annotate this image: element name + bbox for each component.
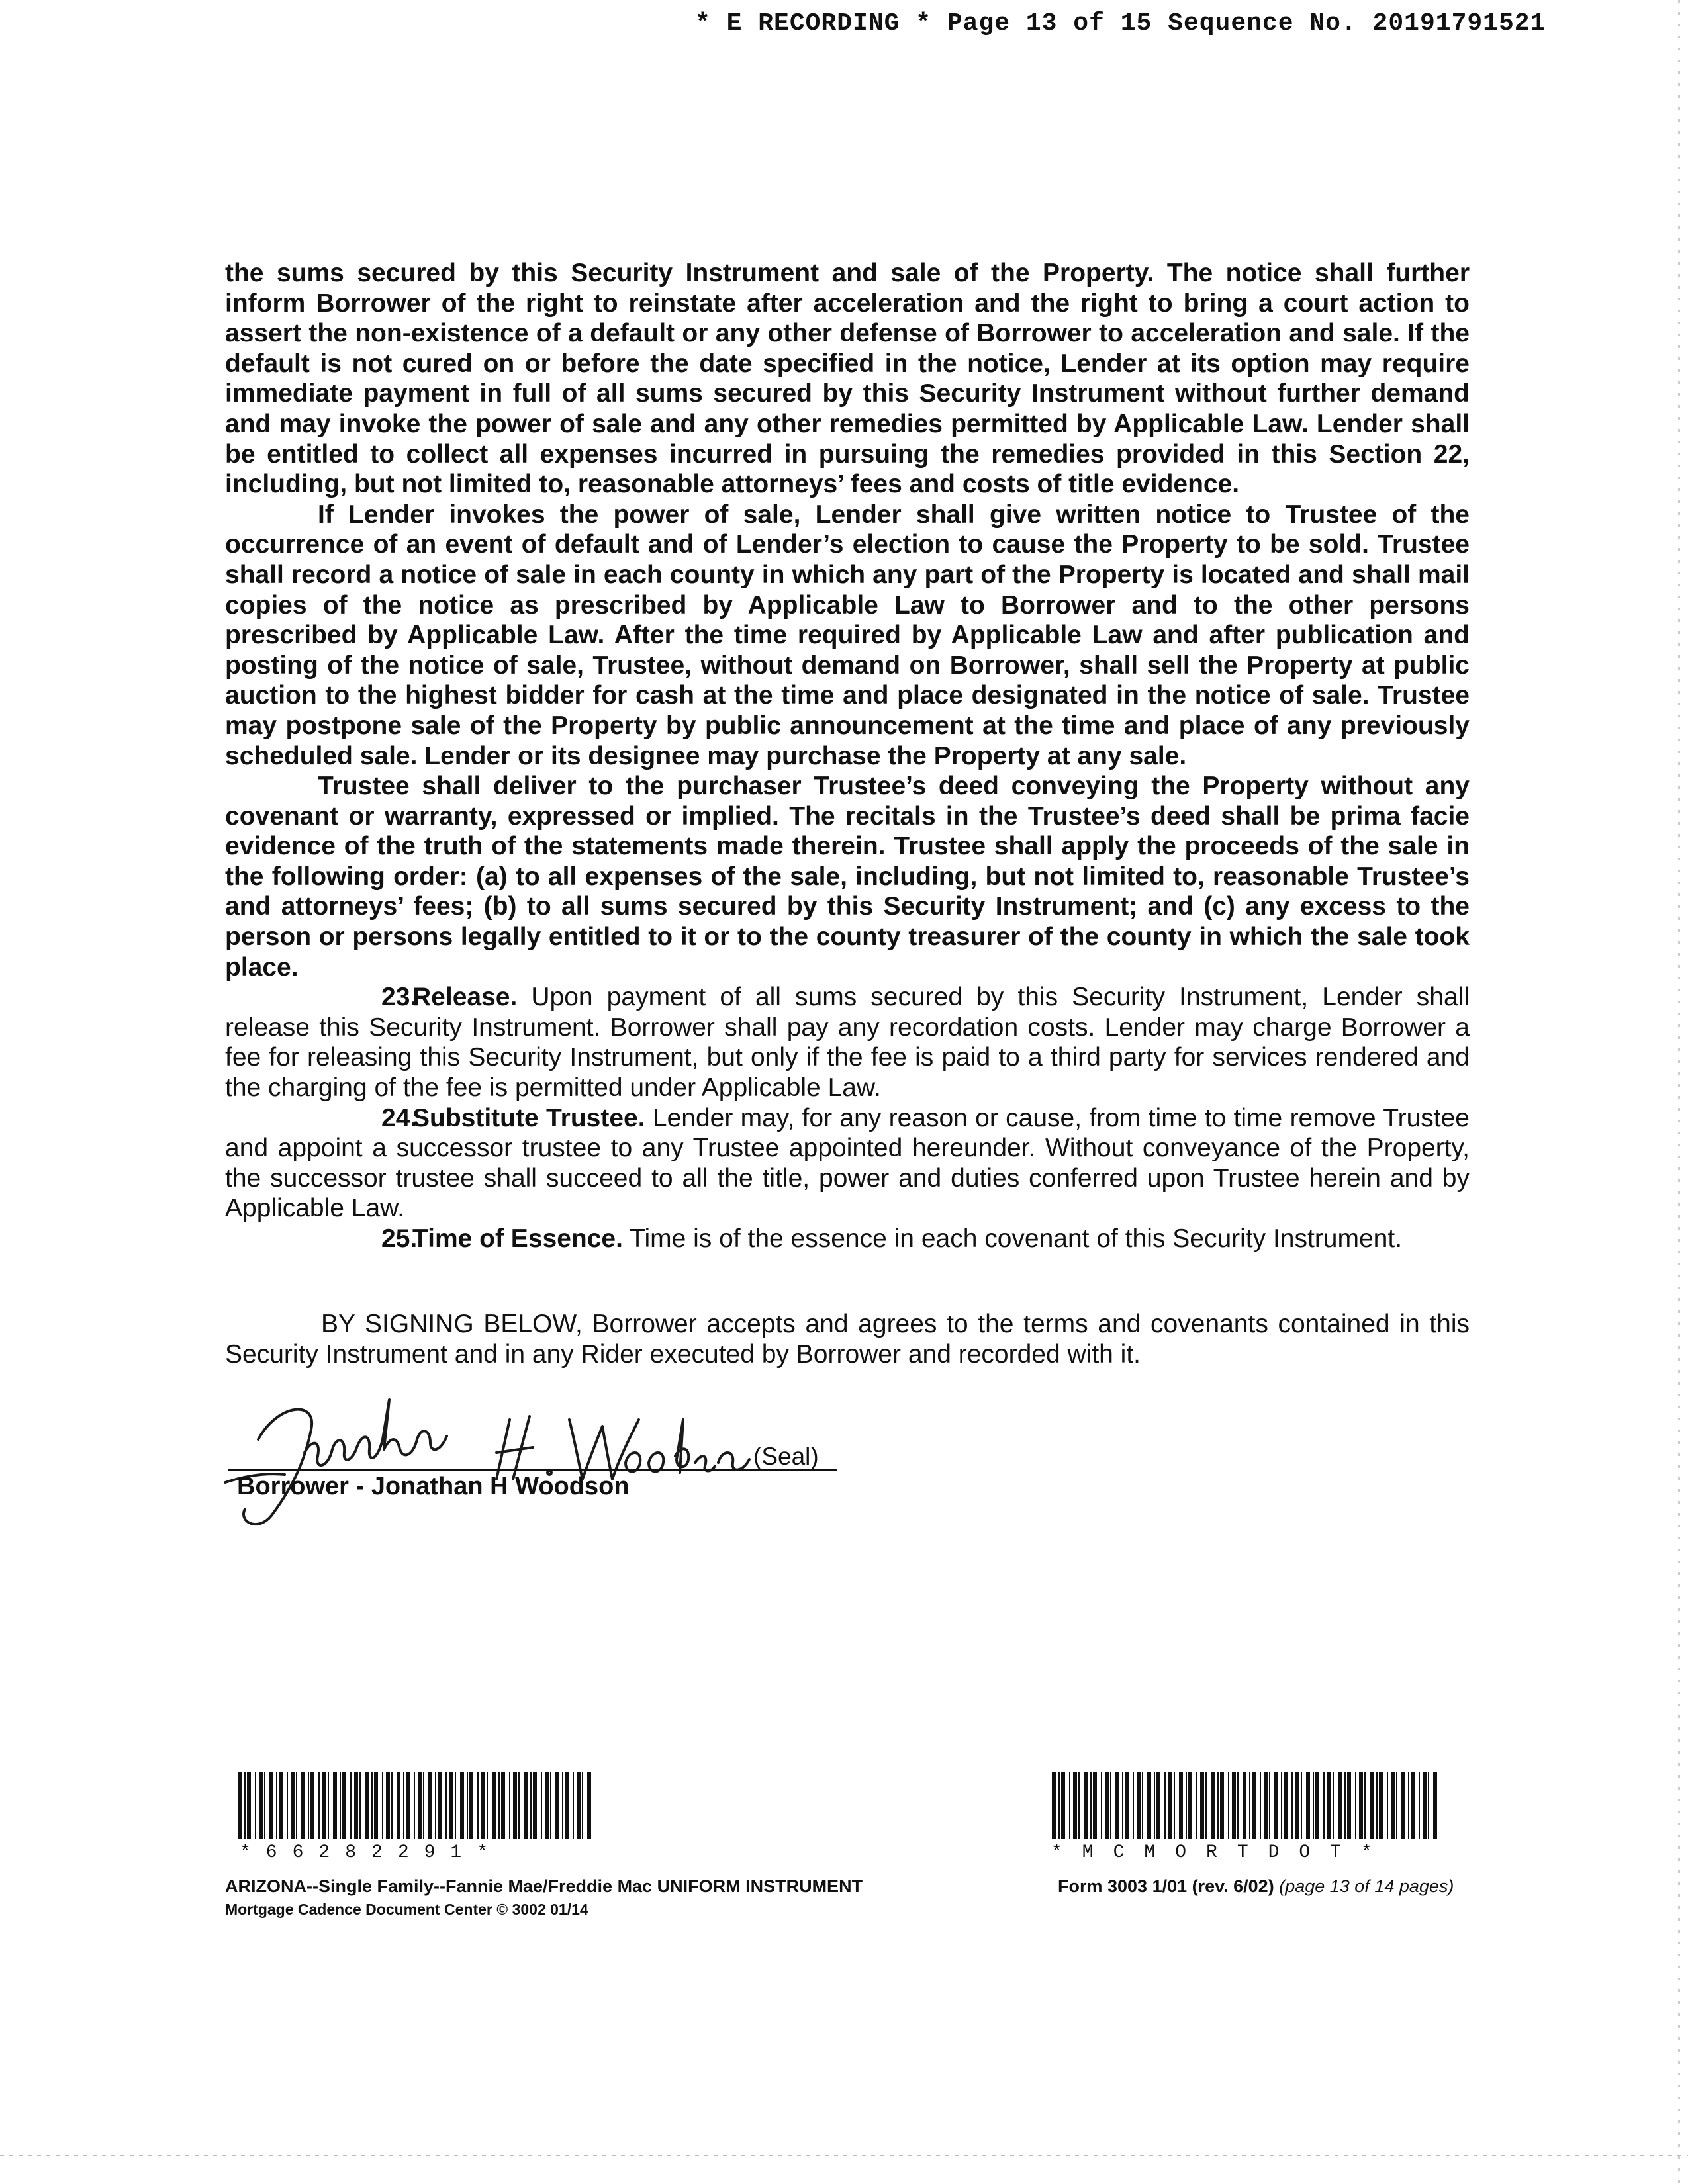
barcode-bar — [1401, 1772, 1405, 1839]
borrower-name-label: Borrower - Jonathan H Woodson — [237, 1473, 630, 1500]
barcode-bar — [1376, 1772, 1378, 1839]
barcode-bar — [1137, 1772, 1141, 1839]
barcode-bar — [1069, 1772, 1070, 1839]
barcode-bar — [1188, 1772, 1192, 1839]
barcode-bar — [1301, 1772, 1302, 1839]
barcode-bar — [518, 1772, 520, 1839]
barcode-bar — [487, 1772, 488, 1839]
barcode-left — [235, 1772, 592, 1839]
barcode-bar — [1205, 1772, 1207, 1839]
barcode-bar — [371, 1772, 373, 1839]
barcode-bar — [374, 1772, 378, 1839]
recording-header: * E RECORDING * Page 13 of 15 Sequence No. 20191791521 — [695, 9, 1546, 38]
barcode-bar — [1243, 1772, 1246, 1839]
barcode-bar — [391, 1772, 393, 1839]
barcode-bar — [1313, 1772, 1314, 1839]
barcode-bar — [1249, 1772, 1250, 1839]
barcode-bar — [562, 1772, 563, 1839]
barcode-bar — [269, 1772, 273, 1839]
barcode-bar — [1274, 1772, 1278, 1839]
signing-statement — [225, 1309, 1470, 1370]
section-text: Lender may, for any reason or cause, from time to time remove Trustee and appoint a successor trustee to any Trustee appointed hereunder. Without conveyance of the Property, the successor trustee shall succeed to all the title, power and duties conferred upon Trustee herein and by Applicable Law. — [225, 1103, 1470, 1223]
section-24 — [225, 1103, 1470, 1224]
barcode-bar — [1260, 1772, 1261, 1839]
section-number: 23. — [381, 983, 418, 1012]
barcode-bar — [1133, 1772, 1134, 1839]
form-title: ARIZONA--Single Family--Fannie Mae/Freddie Mac UNIFORM INSTRUMENT — [225, 1876, 863, 1896]
barcode-bar — [1101, 1772, 1102, 1839]
barcode-bar — [573, 1772, 574, 1839]
barcode-bar — [1220, 1772, 1224, 1839]
paragraph-power-of-sale: If Lender invokes the power of sale, Lender shall give written notice to Trustee of the occurrence of an event of default and of Lender’s election to cause the Property to be sold. Trustee shall record a notice of sale in each county in which any part of the Property is located and shall mail copies of the notice as prescribed by Applicable Law to Borrower and to the other persons prescribed by Applicable Law. After the time required by Applicable Law and after publication and posting of the notice of sale, Trustee, without demand on Borrower, shall sell the Property at public auction to the highest bidder for cash at the time and place designated in the notice of sale. Trustee may postpone sale of the Property by public announcement at the time and place of any previously scheduled sale. Lender or its designee may purchase the Property at any sale. — [225, 500, 1470, 770]
barcode-bar — [1379, 1772, 1383, 1839]
barcode-bar — [1396, 1772, 1397, 1839]
form-number — [1058, 1876, 1454, 1897]
barcode-bar — [1370, 1772, 1374, 1839]
barcode-bar — [340, 1772, 341, 1839]
barcode-bar — [1359, 1772, 1363, 1839]
barcode-right-caption: *MCMORTDOT* — [1051, 1843, 1392, 1863]
section-text: Upon payment of all sums secured by this Security Instrument, Lender shall release this Security Instrument. Borrower shall pay any recordation costs. Lender may charge Borrower a fee for releasing this Security Instrument, but only if the fee is paid to a third party for services rendered and the charging of the fee is permitted under Applicable Law. — [225, 983, 1470, 1103]
barcode-bar — [259, 1772, 263, 1839]
barcode-bar — [545, 1772, 549, 1839]
barcode-bar — [1306, 1772, 1310, 1839]
barcode-bar — [469, 1772, 473, 1839]
barcode-bar — [524, 1772, 528, 1839]
barcode-bar — [1147, 1772, 1151, 1839]
barcode-bar — [445, 1772, 447, 1839]
barcode-bar — [428, 1772, 432, 1839]
barcode-bar — [1344, 1772, 1346, 1839]
barcode-bar — [1232, 1772, 1236, 1839]
barcode-bar — [403, 1772, 404, 1839]
barcode-bar — [550, 1772, 551, 1839]
barcode-bar — [1338, 1772, 1342, 1839]
barcode-bar — [587, 1772, 591, 1839]
barcode-bar — [1333, 1772, 1334, 1839]
barcode-bar — [342, 1772, 346, 1839]
section-number: 25. — [381, 1224, 418, 1253]
barcode-bar — [1084, 1772, 1088, 1839]
barcode-bar — [1058, 1772, 1060, 1839]
handwritten-signature — [218, 1390, 761, 1529]
barcode-bar — [1168, 1772, 1172, 1839]
barcode-bar — [1295, 1772, 1299, 1839]
barcode-bar — [1364, 1772, 1366, 1839]
barcode-bar — [255, 1772, 256, 1839]
barcode-bar — [276, 1772, 277, 1839]
barcode-bar — [1174, 1772, 1175, 1839]
barcode-bar — [1154, 1772, 1155, 1839]
scan-bottom-artifact — [0, 2155, 1688, 2156]
barcode-bar — [1291, 1772, 1293, 1839]
barcode-bar — [287, 1772, 288, 1839]
barcode-bar — [310, 1772, 314, 1839]
barcode-bar — [1433, 1772, 1437, 1839]
barcode-bar — [1122, 1772, 1123, 1839]
barcode-bar — [435, 1772, 436, 1839]
barcode-bar — [1061, 1772, 1065, 1839]
barcode-bar — [565, 1772, 569, 1839]
barcode-bar — [279, 1772, 283, 1839]
barcode-bar — [1237, 1772, 1239, 1839]
barcode-bar — [1073, 1772, 1077, 1839]
barcode-bar — [406, 1772, 410, 1839]
document-body — [225, 258, 1470, 1254]
section-text: Time is of the essence in each covenant of this Security Instrument. — [630, 1224, 1403, 1253]
barcode-bar — [291, 1772, 295, 1839]
section-25 — [225, 1224, 1470, 1254]
barcode-bar — [1211, 1772, 1215, 1839]
barcode-bar — [509, 1772, 510, 1839]
barcode-bar — [1156, 1772, 1160, 1839]
signing-text: BY SIGNING BELOW, Borrower accepts and agrees to the terms and covenants contained in this Security Instrument and in any Rider executed by Borrower and recorded with it. — [225, 1310, 1470, 1369]
barcode-bar — [1196, 1772, 1197, 1839]
barcode-bar — [296, 1772, 297, 1839]
barcode-bar — [238, 1772, 242, 1839]
signature-block — [218, 1390, 847, 1509]
barcode-bar — [244, 1772, 246, 1839]
barcode-left-caption: *66282291* — [240, 1843, 504, 1863]
barcode-bar — [1387, 1772, 1388, 1839]
section-title: Time of Essence. — [412, 1224, 623, 1253]
barcode-bar — [1186, 1772, 1187, 1839]
section-title: Release. — [412, 983, 518, 1012]
barcode-bar — [1164, 1772, 1166, 1839]
section-number: 24. — [381, 1103, 418, 1132]
barcode-bar — [1269, 1772, 1270, 1839]
barcode-bar — [1355, 1772, 1356, 1839]
barcode-bar — [438, 1772, 442, 1839]
barcode-bar — [513, 1772, 517, 1839]
barcode-bar — [530, 1772, 532, 1839]
barcode-bar — [492, 1772, 496, 1839]
barcode-bar — [328, 1772, 329, 1839]
barcode-right — [1049, 1772, 1440, 1839]
barcode-bar — [541, 1772, 542, 1839]
barcode-bar — [318, 1772, 320, 1839]
barcode-bar — [1090, 1772, 1092, 1839]
barcode-bar — [247, 1772, 251, 1839]
barcode-bar — [1264, 1772, 1268, 1839]
barcode-bar — [322, 1772, 326, 1839]
barcode-bar — [1391, 1772, 1395, 1839]
section-23 — [225, 982, 1470, 1103]
barcode-bar — [1423, 1772, 1427, 1839]
barcode-bar — [1428, 1772, 1429, 1839]
seal-label: (Seal) — [753, 1443, 819, 1470]
barcode-bar — [1323, 1772, 1325, 1839]
scan-edge-artifact — [1678, 0, 1680, 2184]
barcode-bar — [449, 1772, 453, 1839]
barcode-bar — [555, 1772, 559, 1839]
barcode-bar — [1228, 1772, 1229, 1839]
barcode-bar — [1078, 1772, 1080, 1839]
barcode-bar — [1347, 1772, 1351, 1839]
barcode-bar — [301, 1772, 305, 1839]
barcode-bar — [481, 1772, 485, 1839]
barcode-bar — [501, 1772, 505, 1839]
barcode-bar — [365, 1772, 369, 1839]
barcode-bar — [1419, 1772, 1420, 1839]
barcode-bar — [359, 1772, 361, 1839]
barcode-bar — [1110, 1772, 1111, 1839]
barcode-bar — [350, 1772, 352, 1839]
barcode-bar — [382, 1772, 383, 1839]
barcode-bar — [1115, 1772, 1119, 1839]
barcode-bar — [455, 1772, 456, 1839]
document-center-line: Mortgage Cadence Document Center © 3002 01/14 — [225, 1901, 588, 1918]
barcode-bar — [414, 1772, 415, 1839]
page-info: (page 13 of 14 pages) — [1279, 1876, 1454, 1896]
barcode-bar — [423, 1772, 424, 1839]
barcode-bar — [1315, 1772, 1319, 1839]
paragraph-trustee-deed: Trustee shall deliver to the purchaser Trustee’s deed conveying the Property without any covenant or warranty, expressed or implied. The recitals in the Trustee’s deed shall be prima facie evidence of the truth of the statements made therein. Trustee shall apply the proceeds of the sale in the following order: (a) to all expenses of the sale, including, but not limited to, reasonable Trustee’s and attorneys’ fees; (b) to all sums secured by this Security Instrument; and (c) any excess to the person or persons legally entitled to it or to the county treasurer of the county in which the sale took place. — [225, 772, 1470, 981]
barcode-bar — [1093, 1772, 1097, 1839]
signature-line — [228, 1469, 837, 1471]
barcode-bar — [1252, 1772, 1256, 1839]
barcode-bar — [1284, 1772, 1288, 1839]
barcode-bar — [1142, 1772, 1143, 1839]
barcode-bar — [1408, 1772, 1409, 1839]
barcode-bar — [386, 1772, 390, 1839]
barcode-bar — [1411, 1772, 1415, 1839]
barcode-bar — [1200, 1772, 1204, 1839]
barcode-bar — [1217, 1772, 1219, 1839]
barcode-bar — [1125, 1772, 1129, 1839]
barcode-bar — [577, 1772, 581, 1839]
barcode-bar — [397, 1772, 400, 1839]
barcode-bar — [264, 1772, 265, 1839]
barcode-bar — [498, 1772, 500, 1839]
barcode-bar — [1052, 1772, 1056, 1839]
paragraph-notice: the sums secured by this Security Instrument and sale of the Property. The notice shall further inform Borrower of the right to reinstate after acceleration and the right to bring a court action to assert the non-existence of a default or any other defense of Borrower to acceleration and sale. If the default is not cured on or before the date specified in the notice, Lender at its option may require immediate payment in full of all sums secured by this Security Instrument without further demand and may invoke the power of sale and any other remedies permitted by Applicable Law. Lender shall be entitled to collect all expenses incurred in pursuing the remedies provided in this Section 22, including, but not limited to, reasonable attorneys’ fees and costs of title evidence. — [225, 259, 1470, 499]
barcode-bar — [533, 1772, 537, 1839]
barcode-bar — [333, 1772, 337, 1839]
barcode-bar — [418, 1772, 422, 1839]
barcode-bar — [1179, 1772, 1183, 1839]
form-info: Form 3003 1/01 (rev. 6/02) — [1058, 1876, 1274, 1896]
barcode-bar — [467, 1772, 468, 1839]
barcode-bar — [1105, 1772, 1109, 1839]
barcode-bar — [354, 1772, 358, 1839]
barcode-bar — [477, 1772, 479, 1839]
barcode-bar — [1327, 1772, 1331, 1839]
barcode-bar — [308, 1772, 309, 1839]
barcode-bar — [1281, 1772, 1282, 1839]
barcode-bar — [460, 1772, 464, 1839]
section-title: Substitute Trustee. — [412, 1103, 645, 1132]
barcode-bar — [582, 1772, 583, 1839]
